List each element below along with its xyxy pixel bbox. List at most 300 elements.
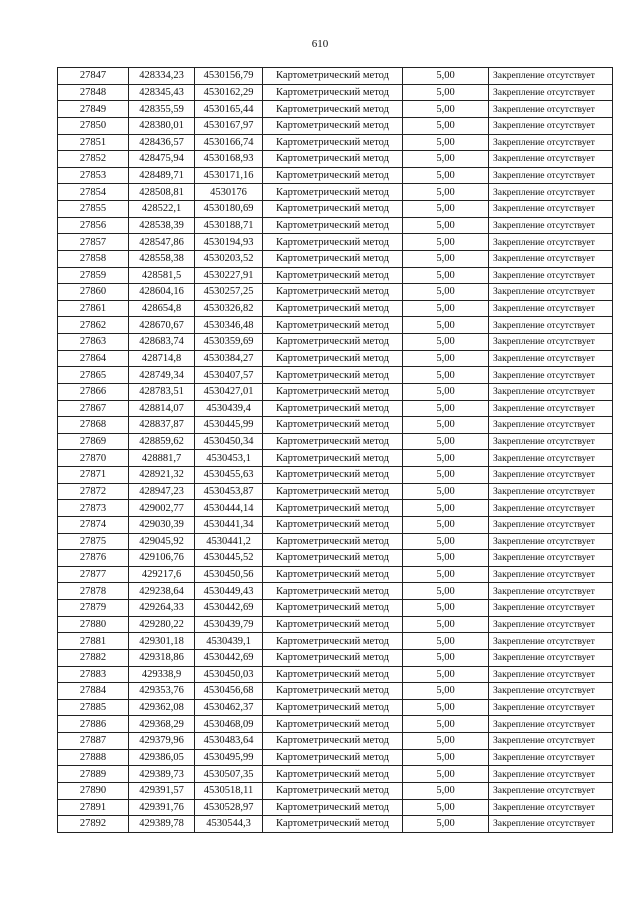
fixing-cell: Закрепление отсутствует: [489, 782, 613, 799]
x-coordinate-cell: 428814,07: [129, 400, 195, 417]
point-number-cell: 27854: [58, 184, 129, 201]
method-cell: Картометрический метод: [263, 566, 403, 583]
method-cell: Картометрический метод: [263, 633, 403, 650]
point-number-cell: 27863: [58, 334, 129, 351]
point-number-cell: 27859: [58, 267, 129, 284]
method-cell: Картометрический метод: [263, 101, 403, 118]
table-row: [58, 300, 613, 317]
fixing-cell: Закрепление отсутствует: [489, 167, 613, 184]
table-row: [58, 234, 613, 251]
x-coordinate-cell: 428921,32: [129, 467, 195, 484]
accuracy-cell: 5,00: [403, 782, 489, 799]
y-coordinate-cell: 4530441,2: [195, 533, 263, 550]
point-number-cell: 27850: [58, 117, 129, 134]
table-row: [58, 699, 613, 716]
x-coordinate-cell: 429391,76: [129, 799, 195, 816]
y-coordinate-cell: 4530194,93: [195, 234, 263, 251]
x-coordinate-cell: 429362,08: [129, 699, 195, 716]
fixing-cell: Закрепление отсутствует: [489, 68, 613, 85]
y-coordinate-cell: 4530528,97: [195, 799, 263, 816]
fixing-cell: Закрепление отсутствует: [489, 483, 613, 500]
accuracy-cell: 5,00: [403, 649, 489, 666]
point-number-cell: 27871: [58, 467, 129, 484]
point-number-cell: 27892: [58, 816, 129, 833]
y-coordinate-cell: 4530450,56: [195, 566, 263, 583]
accuracy-cell: 5,00: [403, 217, 489, 234]
accuracy-cell: 5,00: [403, 201, 489, 218]
accuracy-cell: 5,00: [403, 184, 489, 201]
y-coordinate-cell: 4530518,11: [195, 782, 263, 799]
x-coordinate-cell: 429280,22: [129, 616, 195, 633]
fixing-cell: Закрепление отсутствует: [489, 649, 613, 666]
fixing-cell: Закрепление отсутствует: [489, 550, 613, 567]
table-row: [58, 766, 613, 783]
method-cell: Картометрический метод: [263, 84, 403, 101]
x-coordinate-cell: 429318,86: [129, 649, 195, 666]
y-coordinate-cell: 4530439,1: [195, 633, 263, 650]
point-number-cell: 27876: [58, 550, 129, 567]
x-coordinate-cell: 428538,39: [129, 217, 195, 234]
point-number-cell: 27891: [58, 799, 129, 816]
point-number-cell: 27872: [58, 483, 129, 500]
accuracy-cell: 5,00: [403, 167, 489, 184]
x-coordinate-cell: 428749,34: [129, 367, 195, 384]
method-cell: Картометрический метод: [263, 799, 403, 816]
accuracy-cell: 5,00: [403, 633, 489, 650]
x-coordinate-cell: 428345,43: [129, 84, 195, 101]
x-coordinate-cell: 429389,73: [129, 766, 195, 783]
table-row: [58, 683, 613, 700]
y-coordinate-cell: 4530427,01: [195, 383, 263, 400]
accuracy-cell: 5,00: [403, 699, 489, 716]
x-coordinate-cell: 428334,23: [129, 68, 195, 85]
point-number-cell: 27852: [58, 151, 129, 168]
point-number-cell: 27853: [58, 167, 129, 184]
fixing-cell: Закрепление отсутствует: [489, 284, 613, 301]
table-row: [58, 649, 613, 666]
table-row: [58, 350, 613, 367]
table-row: [58, 533, 613, 550]
method-cell: Картометрический метод: [263, 433, 403, 450]
point-number-cell: 27868: [58, 417, 129, 434]
table-row: [58, 184, 613, 201]
point-number-cell: 27851: [58, 134, 129, 151]
point-number-cell: 27848: [58, 84, 129, 101]
y-coordinate-cell: 4530445,99: [195, 417, 263, 434]
method-cell: Картометрический метод: [263, 716, 403, 733]
table-row: [58, 167, 613, 184]
table-row: [58, 334, 613, 351]
fixing-cell: Закрепление отсутствует: [489, 633, 613, 650]
accuracy-cell: 5,00: [403, 317, 489, 334]
method-cell: Картометрический метод: [263, 683, 403, 700]
fixing-cell: Закрепление отсутствует: [489, 267, 613, 284]
method-cell: Картометрический метод: [263, 250, 403, 267]
y-coordinate-cell: 4530162,29: [195, 84, 263, 101]
x-coordinate-cell: 428604,16: [129, 284, 195, 301]
point-number-cell: 27875: [58, 533, 129, 550]
fixing-cell: Закрепление отсутствует: [489, 250, 613, 267]
fixing-cell: Закрепление отсутствует: [489, 516, 613, 533]
table-row: [58, 68, 613, 85]
method-cell: Картометрический метод: [263, 367, 403, 384]
table-row: [58, 516, 613, 533]
y-coordinate-cell: 4530439,4: [195, 400, 263, 417]
x-coordinate-cell: 429391,57: [129, 782, 195, 799]
x-coordinate-cell: 428355,59: [129, 101, 195, 118]
table-row: [58, 633, 613, 650]
fixing-cell: Закрепление отсутствует: [489, 217, 613, 234]
accuracy-cell: 5,00: [403, 367, 489, 384]
accuracy-cell: 5,00: [403, 666, 489, 683]
table-row: [58, 450, 613, 467]
fixing-cell: Закрепление отсутствует: [489, 101, 613, 118]
y-coordinate-cell: 4530455,63: [195, 467, 263, 484]
accuracy-cell: 5,00: [403, 433, 489, 450]
fixing-cell: Закрепление отсутствует: [489, 433, 613, 450]
x-coordinate-cell: 428683,74: [129, 334, 195, 351]
method-cell: Картометрический метод: [263, 666, 403, 683]
point-number-cell: 27858: [58, 250, 129, 267]
accuracy-cell: 5,00: [403, 600, 489, 617]
fixing-cell: Закрепление отсутствует: [489, 716, 613, 733]
x-coordinate-cell: 429386,05: [129, 749, 195, 766]
y-coordinate-cell: 4530171,16: [195, 167, 263, 184]
method-cell: Картометрический метод: [263, 733, 403, 750]
table-row: [58, 583, 613, 600]
fixing-cell: Закрепление отсутствует: [489, 666, 613, 683]
method-cell: Картометрический метод: [263, 500, 403, 517]
x-coordinate-cell: 428783,51: [129, 383, 195, 400]
method-cell: Картометрический метод: [263, 267, 403, 284]
accuracy-cell: 5,00: [403, 400, 489, 417]
accuracy-cell: 5,00: [403, 716, 489, 733]
y-coordinate-cell: 4530407,57: [195, 367, 263, 384]
fixing-cell: Закрепление отсутствует: [489, 350, 613, 367]
accuracy-cell: 5,00: [403, 284, 489, 301]
accuracy-cell: 5,00: [403, 516, 489, 533]
method-cell: Картометрический метод: [263, 533, 403, 550]
accuracy-cell: 5,00: [403, 334, 489, 351]
fixing-cell: Закрепление отсутствует: [489, 799, 613, 816]
y-coordinate-cell: 4530441,34: [195, 516, 263, 533]
fixing-cell: Закрепление отсутствует: [489, 749, 613, 766]
fixing-cell: Закрепление отсутствует: [489, 616, 613, 633]
accuracy-cell: 5,00: [403, 84, 489, 101]
x-coordinate-cell: 428522,1: [129, 201, 195, 218]
accuracy-cell: 5,00: [403, 68, 489, 85]
y-coordinate-cell: 4530326,82: [195, 300, 263, 317]
table-row: [58, 566, 613, 583]
y-coordinate-cell: 4530227,91: [195, 267, 263, 284]
accuracy-cell: 5,00: [403, 500, 489, 517]
point-number-cell: 27866: [58, 383, 129, 400]
method-cell: Картометрический метод: [263, 483, 403, 500]
method-cell: Картометрический метод: [263, 117, 403, 134]
point-number-cell: 27880: [58, 616, 129, 633]
table-row: [58, 84, 613, 101]
x-coordinate-cell: 428837,87: [129, 417, 195, 434]
accuracy-cell: 5,00: [403, 533, 489, 550]
y-coordinate-cell: 4530156,79: [195, 68, 263, 85]
method-cell: Картометрический метод: [263, 600, 403, 617]
accuracy-cell: 5,00: [403, 583, 489, 600]
y-coordinate-cell: 4530442,69: [195, 649, 263, 666]
fixing-cell: Закрепление отсутствует: [489, 683, 613, 700]
x-coordinate-cell: 428670,67: [129, 317, 195, 334]
x-coordinate-cell: 428859,62: [129, 433, 195, 450]
point-number-cell: 27873: [58, 500, 129, 517]
method-cell: Картометрический метод: [263, 699, 403, 716]
accuracy-cell: 5,00: [403, 417, 489, 434]
fixing-cell: Закрепление отсутствует: [489, 317, 613, 334]
point-number-cell: 27879: [58, 600, 129, 617]
x-coordinate-cell: 429002,77: [129, 500, 195, 517]
point-number-cell: 27874: [58, 516, 129, 533]
table-row: [58, 782, 613, 799]
point-number-cell: 27862: [58, 317, 129, 334]
x-coordinate-cell: 428714,8: [129, 350, 195, 367]
table-row: [58, 151, 613, 168]
accuracy-cell: 5,00: [403, 151, 489, 168]
fixing-cell: Закрепление отсутствует: [489, 733, 613, 750]
y-coordinate-cell: 4530507,35: [195, 766, 263, 783]
table-row: [58, 317, 613, 334]
method-cell: Картометрический метод: [263, 400, 403, 417]
coordinates-table-body: [58, 68, 613, 833]
point-number-cell: 27886: [58, 716, 129, 733]
y-coordinate-cell: 4530450,34: [195, 433, 263, 450]
table-row: [58, 550, 613, 567]
method-cell: Картометрический метод: [263, 300, 403, 317]
table-row: [58, 134, 613, 151]
x-coordinate-cell: 429045,92: [129, 533, 195, 550]
point-number-cell: 27887: [58, 733, 129, 750]
y-coordinate-cell: 4530203,52: [195, 250, 263, 267]
fixing-cell: Закрепление отсутствует: [489, 533, 613, 550]
y-coordinate-cell: 4530456,68: [195, 683, 263, 700]
fixing-cell: Закрепление отсутствует: [489, 300, 613, 317]
table-row: [58, 417, 613, 434]
fixing-cell: Закрепление отсутствует: [489, 417, 613, 434]
table-row: [58, 367, 613, 384]
accuracy-cell: 5,00: [403, 467, 489, 484]
fixing-cell: Закрепление отсутствует: [489, 134, 613, 151]
accuracy-cell: 5,00: [403, 117, 489, 134]
point-number-cell: 27856: [58, 217, 129, 234]
table-row: [58, 799, 613, 816]
accuracy-cell: 5,00: [403, 733, 489, 750]
accuracy-cell: 5,00: [403, 749, 489, 766]
method-cell: Картометрический метод: [263, 583, 403, 600]
method-cell: Картометрический метод: [263, 550, 403, 567]
point-number-cell: 27869: [58, 433, 129, 450]
accuracy-cell: 5,00: [403, 250, 489, 267]
table-row: [58, 433, 613, 450]
x-coordinate-cell: 429353,76: [129, 683, 195, 700]
point-number-cell: 27877: [58, 566, 129, 583]
accuracy-cell: 5,00: [403, 683, 489, 700]
fixing-cell: Закрепление отсутствует: [489, 334, 613, 351]
fixing-cell: Закрепление отсутствует: [489, 367, 613, 384]
x-coordinate-cell: 429217,6: [129, 566, 195, 583]
accuracy-cell: 5,00: [403, 134, 489, 151]
point-number-cell: 27888: [58, 749, 129, 766]
x-coordinate-cell: 429389,78: [129, 816, 195, 833]
method-cell: Картометрический метод: [263, 417, 403, 434]
fixing-cell: Закрепление отсутствует: [489, 84, 613, 101]
table-row: [58, 716, 613, 733]
method-cell: Картометрический метод: [263, 68, 403, 85]
fixing-cell: Закрепление отсутствует: [489, 699, 613, 716]
y-coordinate-cell: 4530180,69: [195, 201, 263, 218]
accuracy-cell: 5,00: [403, 300, 489, 317]
point-number-cell: 27855: [58, 201, 129, 218]
method-cell: Картометрический метод: [263, 184, 403, 201]
fixing-cell: Закрепление отсутствует: [489, 117, 613, 134]
fixing-cell: Закрепление отсутствует: [489, 184, 613, 201]
y-coordinate-cell: 4530462,37: [195, 699, 263, 716]
point-number-cell: 27885: [58, 699, 129, 716]
fixing-cell: Закрепление отсутствует: [489, 500, 613, 517]
accuracy-cell: 5,00: [403, 101, 489, 118]
coordinates-table: [57, 67, 613, 833]
x-coordinate-cell: 429030,39: [129, 516, 195, 533]
x-coordinate-cell: 428380,01: [129, 117, 195, 134]
y-coordinate-cell: 4530449,43: [195, 583, 263, 600]
x-coordinate-cell: 429106,76: [129, 550, 195, 567]
x-coordinate-cell: 429379,96: [129, 733, 195, 750]
point-number-cell: 27889: [58, 766, 129, 783]
table-row: [58, 383, 613, 400]
y-coordinate-cell: 4530468,09: [195, 716, 263, 733]
point-number-cell: 27890: [58, 782, 129, 799]
x-coordinate-cell: 429264,33: [129, 600, 195, 617]
x-coordinate-cell: 429238,64: [129, 583, 195, 600]
fixing-cell: Закрепление отсутствует: [489, 600, 613, 617]
table-row: [58, 600, 613, 617]
table-row: [58, 250, 613, 267]
fixing-cell: Закрепление отсутствует: [489, 450, 613, 467]
method-cell: Картометрический метод: [263, 334, 403, 351]
method-cell: Картометрический метод: [263, 167, 403, 184]
accuracy-cell: 5,00: [403, 383, 489, 400]
accuracy-cell: 5,00: [403, 616, 489, 633]
x-coordinate-cell: 428881,7: [129, 450, 195, 467]
point-number-cell: 27857: [58, 234, 129, 251]
method-cell: Картометрический метод: [263, 467, 403, 484]
point-number-cell: 27864: [58, 350, 129, 367]
x-coordinate-cell: 428475,94: [129, 151, 195, 168]
method-cell: Картометрический метод: [263, 151, 403, 168]
method-cell: Картометрический метод: [263, 350, 403, 367]
x-coordinate-cell: 428947,23: [129, 483, 195, 500]
fixing-cell: Закрепление отсутствует: [489, 400, 613, 417]
method-cell: Картометрический метод: [263, 749, 403, 766]
accuracy-cell: 5,00: [403, 267, 489, 284]
point-number-cell: 27860: [58, 284, 129, 301]
table-row: [58, 500, 613, 517]
x-coordinate-cell: 428489,71: [129, 167, 195, 184]
y-coordinate-cell: 4530453,87: [195, 483, 263, 500]
y-coordinate-cell: 4530444,14: [195, 500, 263, 517]
y-coordinate-cell: 4530439,79: [195, 616, 263, 633]
accuracy-cell: 5,00: [403, 566, 489, 583]
table-row: [58, 101, 613, 118]
y-coordinate-cell: 4530167,97: [195, 117, 263, 134]
fixing-cell: Закрепление отсутствует: [489, 383, 613, 400]
fixing-cell: Закрепление отсутствует: [489, 566, 613, 583]
fixing-cell: Закрепление отсутствует: [489, 766, 613, 783]
method-cell: Картометрический метод: [263, 782, 403, 799]
method-cell: Картометрический метод: [263, 234, 403, 251]
point-number-cell: 27861: [58, 300, 129, 317]
table-row: [58, 201, 613, 218]
y-coordinate-cell: 4530445,52: [195, 550, 263, 567]
y-coordinate-cell: 4530346,48: [195, 317, 263, 334]
table-row: [58, 666, 613, 683]
point-number-cell: 27882: [58, 649, 129, 666]
point-number-cell: 27867: [58, 400, 129, 417]
y-coordinate-cell: 4530384,27: [195, 350, 263, 367]
point-number-cell: 27881: [58, 633, 129, 650]
accuracy-cell: 5,00: [403, 234, 489, 251]
x-coordinate-cell: 428581,5: [129, 267, 195, 284]
x-coordinate-cell: 429368,29: [129, 716, 195, 733]
method-cell: Картометрический метод: [263, 284, 403, 301]
method-cell: Картометрический метод: [263, 317, 403, 334]
point-number-cell: 27865: [58, 367, 129, 384]
accuracy-cell: 5,00: [403, 550, 489, 567]
method-cell: Картометрический метод: [263, 616, 403, 633]
method-cell: Картометрический метод: [263, 450, 403, 467]
method-cell: Картометрический метод: [263, 816, 403, 833]
x-coordinate-cell: 429301,18: [129, 633, 195, 650]
table-row: [58, 483, 613, 500]
y-coordinate-cell: 4530188,71: [195, 217, 263, 234]
method-cell: Картометрический метод: [263, 201, 403, 218]
y-coordinate-cell: 4530495,99: [195, 749, 263, 766]
accuracy-cell: 5,00: [403, 450, 489, 467]
y-coordinate-cell: 4530168,93: [195, 151, 263, 168]
table-row: [58, 400, 613, 417]
accuracy-cell: 5,00: [403, 816, 489, 833]
method-cell: Картометрический метод: [263, 766, 403, 783]
fixing-cell: Закрепление отсутствует: [489, 151, 613, 168]
method-cell: Картометрический метод: [263, 134, 403, 151]
table-row: [58, 467, 613, 484]
table-row: [58, 267, 613, 284]
y-coordinate-cell: 4530450,03: [195, 666, 263, 683]
table-row: [58, 284, 613, 301]
y-coordinate-cell: 4530166,74: [195, 134, 263, 151]
x-coordinate-cell: 428654,8: [129, 300, 195, 317]
fixing-cell: Закрепление отсутствует: [489, 201, 613, 218]
method-cell: Картометрический метод: [263, 649, 403, 666]
fixing-cell: Закрепление отсутствует: [489, 467, 613, 484]
method-cell: Картометрический метод: [263, 217, 403, 234]
y-coordinate-cell: 4530359,69: [195, 334, 263, 351]
table-row: [58, 733, 613, 750]
y-coordinate-cell: 4530257,25: [195, 284, 263, 301]
y-coordinate-cell: 4530176: [195, 184, 263, 201]
point-number-cell: 27849: [58, 101, 129, 118]
y-coordinate-cell: 4530442,69: [195, 600, 263, 617]
fixing-cell: Закрепление отсутствует: [489, 816, 613, 833]
fixing-cell: Закрепление отсутствует: [489, 583, 613, 600]
point-number-cell: 27847: [58, 68, 129, 85]
point-number-cell: 27870: [58, 450, 129, 467]
